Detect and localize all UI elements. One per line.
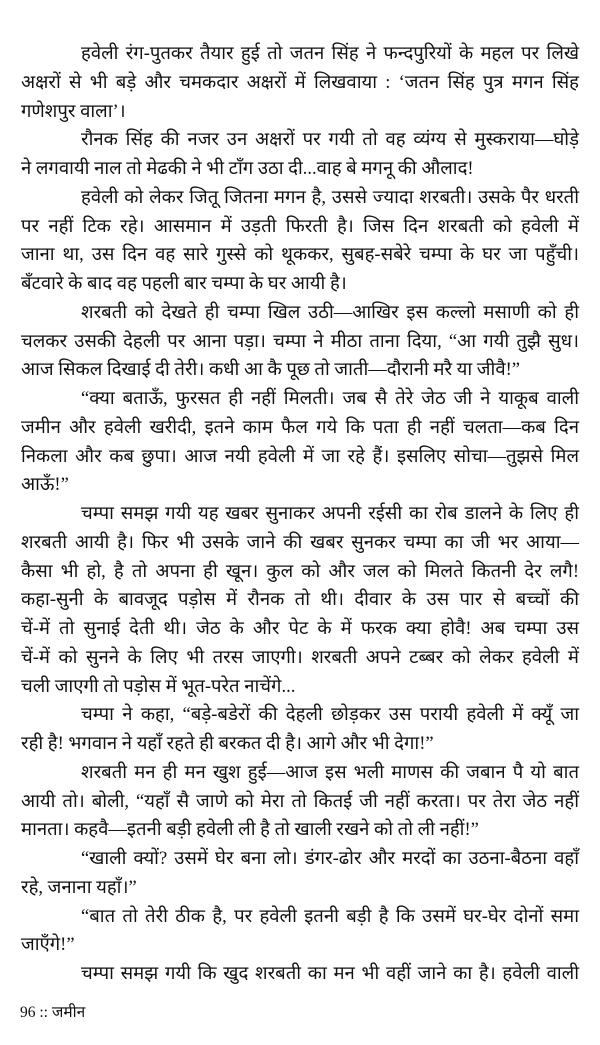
footer-separator: :: <box>39 1004 48 1021</box>
page-footer <box>20 1000 85 1022</box>
paragraph <box>21 40 579 126</box>
text-line: मानता। कहवै—इतनी बड़ी हवेली ली है तो खाली रखने को तो ली नहीं!” <box>21 820 479 841</box>
text-line: जमीन और हवेली खरीदी, इतने काम फैल गये कि पता ही नहीं चलता—कब दिन <box>21 417 579 438</box>
text-line: रौनक सिंह की नजर उन अक्षरों पर गयी तो वह व्यंग्य से मुस्कराया—घोड़े <box>81 130 579 151</box>
text-line: चम्पा समझ गयी यह खबर सुनाकर अपनी रईसी का रोब डालने के लिए ही <box>81 504 579 524</box>
text-line: रही है! भगवान ने यहाँ रहते ही बरकत दी है। आगे और भी देगा!” <box>21 734 434 754</box>
text-line: पर नहीं टिक रहे। आसमान में उड़ती फिरती है। जिस दिन शरबती को हवेली में <box>21 216 579 237</box>
text-line: निकला और कब छुपा। आज नयी हवेली में जा रहे हैं। इसलिए सोचा—तुझसे मिल <box>21 446 579 467</box>
text-line: कहा-सुनी के बावजूद पड़ोस में रौनक तो थी। दीवार के उस पार से बच्चों की <box>21 590 579 611</box>
paragraph <box>21 184 579 299</box>
page-body <box>21 40 579 989</box>
text-line: चम्पा समझ गयी कि खुद शरबती का मन भी वहीं जाने का है। हवेली वाली <box>81 964 579 984</box>
text-line: “खाली क्यों? उसमें घेर बना लो। डंगर-ढोर और मरदों का उठना-बैठना वहाँ <box>81 849 579 869</box>
paragraph <box>21 960 579 989</box>
text-line: कैसा भी हो, है तो अपना ही खून। कुल को और जल को मिलते कितनी देर लगै! <box>21 561 579 582</box>
paragraph <box>21 759 579 845</box>
text-line: जाना था, उस दिन वह सारे गुस्से को थूककर, सुबह-सबेरे चम्पा के घर जा पहुँची। <box>21 245 579 266</box>
paragraph <box>21 903 579 961</box>
text-line: चम्पा ने कहा, “बड़े-बडेरों की देहली छोड़कर उस परायी हवेली में क्यूँ जा <box>81 705 579 726</box>
text-line: रहे, जनाना यहाँ।” <box>21 877 137 898</box>
text-line: चें-में तो सुनाई देती थी। जेठ के और पेट के में फरक क्या होवै! अब चम्पा उस <box>21 619 579 639</box>
text-line: ने लगवायी नाल तो मेढकी ने भी टाँग उठा दी...वाह बे मगनू की औलाद! <box>21 159 474 179</box>
paragraph <box>21 126 579 184</box>
text-line: आज सिकल दिखाई दी तेरी। कधी आ कै पूछ तो जाती—दौरानी मरै या जीवै!” <box>21 360 520 381</box>
book-title: जमीन <box>51 1004 86 1021</box>
text-line: गणेशपुर वाला’। <box>21 101 126 122</box>
paragraph <box>21 299 579 385</box>
paragraph <box>21 385 579 500</box>
text-line: शरबती आयी है। फिर भी उसके जाने की खबर सुनकर चम्पा का जी भर आया— <box>21 532 579 553</box>
text-line: चें-में को सुनने के लिए भी तरस जाएगी। शरबती अपने टब्बर को लेकर हवेली में <box>21 647 579 668</box>
text-line: बँटवारे के बाद वह पहली बार चम्पा के घर आयी है। <box>21 274 347 294</box>
page-number: 96 <box>20 1004 36 1021</box>
text-line: चली जाएगी तो पड़ोस में भूत-परेत नाचेंगे... <box>21 676 296 697</box>
text-line: शरबती मन ही मन खुश हुई—आज इस भली माणस की जबान पै यो बात <box>81 762 579 783</box>
text-line: हवेली रंग-पुतकर तैयार हुई तो जतन सिंह ने फन्दपुरियों के महल पर लिखे <box>81 44 579 64</box>
text-line: हवेली को लेकर जितू जितना मगन है, उससे ज्यादा शरबती। उसके पैर धरती <box>81 187 579 208</box>
text-line: शरबती को देखते ही चम्पा खिल उठी—आखिर इस कल्लो मसाणी को ही <box>81 302 579 323</box>
text-line: आयी तो। बोली, “यहाँ सै जाणे को मेरा तो कितई जी नहीं करता। पर तेरा जेठ नहीं <box>21 791 579 812</box>
paragraph <box>21 845 579 903</box>
text-line: अक्षरों से भी बड़े और चमकदार अक्षरों में लिखवाया : ‘जतन सिंह पुत्र मगन सिंह <box>21 72 579 93</box>
text-line: जाएँगे!” <box>21 935 75 956</box>
text-line: चलकर उसकी देहली पर आना पड़ा। चम्पा ने मीठा ताना दिया, “आ गयी तुझै सुध। <box>21 331 579 352</box>
text-line: “क्या बताऊँ, फुरसत ही नहीं मिलती। जब सै तेरे जेठ जी ने याकूब वाली <box>81 389 579 409</box>
text-line: आऊँ!” <box>21 475 69 496</box>
text-line: “बात तो तेरी ठीक है, पर हवेली इतनी बड़ी है कि उसमें घर-घेर दोनों समा <box>81 906 579 927</box>
paragraph <box>21 701 579 759</box>
paragraph <box>21 500 579 701</box>
